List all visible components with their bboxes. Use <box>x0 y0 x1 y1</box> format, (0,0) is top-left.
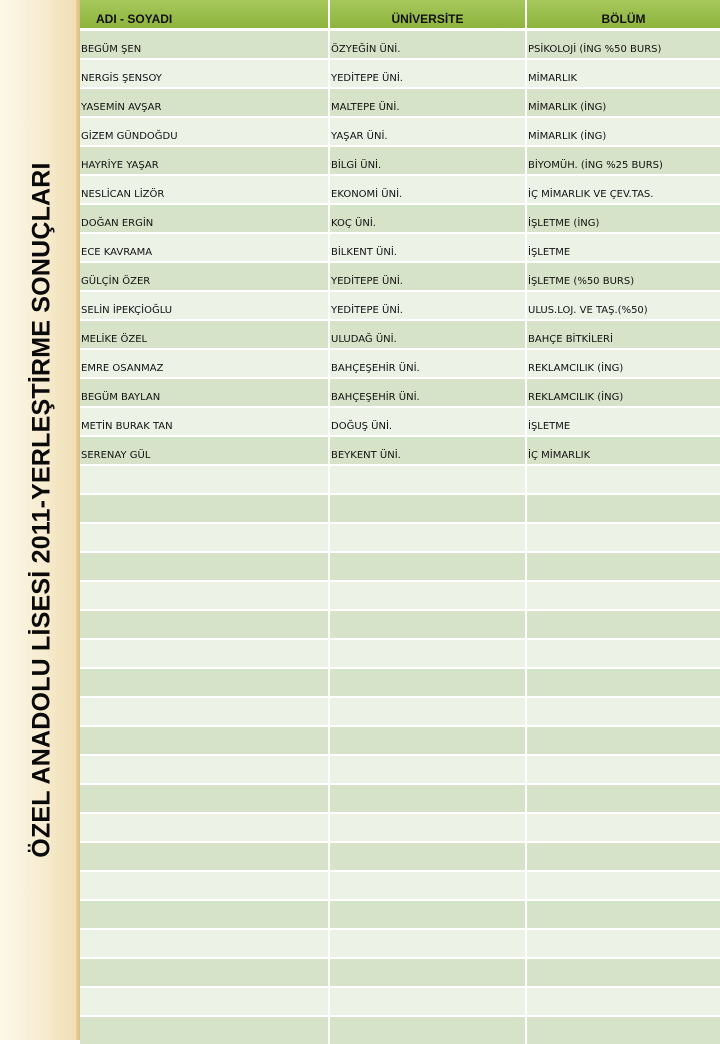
department-cell: BAHÇE BİTKİLERİ <box>527 321 720 348</box>
university-cell <box>330 756 527 783</box>
table-row <box>80 60 720 87</box>
table-row <box>80 234 720 261</box>
department-cell: İŞLETME (%50 BURS) <box>527 263 720 290</box>
name-cell: NERGİS ŞENSOY <box>80 60 330 87</box>
name-cell: DOĞAN ERGİN <box>80 205 330 232</box>
department-cell <box>527 698 720 725</box>
department-cell <box>527 611 720 638</box>
university-cell: BEYKENT ÜNİ. <box>330 437 527 464</box>
table-row <box>80 582 720 609</box>
university-cell: YEDİTEPE ÜNİ. <box>330 263 527 290</box>
name-cell: YASEMİN AVŞAR <box>80 89 330 116</box>
name-cell: HAYRİYE YAŞAR <box>80 147 330 174</box>
name-cell <box>80 930 330 957</box>
table-row <box>80 118 720 145</box>
table-row <box>80 437 720 464</box>
table-row <box>80 524 720 551</box>
table-header <box>80 0 720 28</box>
department-cell: MİMARLIK (İNG) <box>527 118 720 145</box>
table-row <box>80 292 720 319</box>
department-cell <box>527 582 720 609</box>
department-cell <box>527 988 720 1015</box>
name-cell: GİZEM GÜNDOĞDU <box>80 118 330 145</box>
table-row <box>80 408 720 435</box>
department-cell <box>527 785 720 812</box>
university-cell <box>330 785 527 812</box>
name-cell: GÜLÇİN ÖZER <box>80 263 330 290</box>
table-row <box>80 176 720 203</box>
name-cell <box>80 582 330 609</box>
name-cell <box>80 872 330 899</box>
table-row <box>80 959 720 986</box>
department-cell: REKLAMCILIK (İNG) <box>527 379 720 406</box>
name-cell <box>80 843 330 870</box>
name-cell <box>80 959 330 986</box>
name-cell: ECE KAVRAMA <box>80 234 330 261</box>
name-cell <box>80 727 330 754</box>
university-cell <box>330 930 527 957</box>
name-cell <box>80 495 330 522</box>
table-row <box>80 321 720 348</box>
table-row <box>80 843 720 870</box>
table-row <box>80 495 720 522</box>
university-cell: EKONOMİ ÜNİ. <box>330 176 527 203</box>
name-cell <box>80 669 330 696</box>
name-cell <box>80 640 330 667</box>
department-cell <box>527 872 720 899</box>
name-cell <box>80 814 330 841</box>
table-row <box>80 785 720 812</box>
table-row <box>80 901 720 928</box>
table-row <box>80 466 720 493</box>
table-row <box>80 727 720 754</box>
department-cell <box>527 466 720 493</box>
table-row <box>80 379 720 406</box>
department-cell <box>527 814 720 841</box>
university-cell: BİLKENT ÜNİ. <box>330 234 527 261</box>
university-cell <box>330 669 527 696</box>
table-row <box>80 669 720 696</box>
department-cell: MİMARLIK (İNG) <box>527 89 720 116</box>
table-row <box>80 814 720 841</box>
university-cell <box>330 611 527 638</box>
department-cell <box>527 553 720 580</box>
university-cell <box>330 843 527 870</box>
university-cell <box>330 466 527 493</box>
department-cell: İÇ MİMARLIK VE ÇEV.TAS. <box>527 176 720 203</box>
name-cell: BEGÜM ŞEN <box>80 31 330 58</box>
department-cell <box>527 640 720 667</box>
name-cell: METİN BURAK TAN <box>80 408 330 435</box>
university-cell: BAHÇEŞEHİR ÜNİ. <box>330 379 527 406</box>
name-cell: SERENAY GÜL <box>80 437 330 464</box>
university-cell <box>330 495 527 522</box>
university-cell <box>330 901 527 928</box>
table-body <box>80 28 720 1044</box>
university-cell: DOĞUŞ ÜNİ. <box>330 408 527 435</box>
department-cell: İÇ MİMARLIK <box>527 437 720 464</box>
name-cell <box>80 698 330 725</box>
table-row <box>80 756 720 783</box>
university-cell: ULUDAĞ ÜNİ. <box>330 321 527 348</box>
table-row <box>80 350 720 377</box>
name-cell: NESLİCAN LİZÖR <box>80 176 330 203</box>
department-cell: İŞLETME (İNG) <box>527 205 720 232</box>
header-university: ÜNİVERSİTE <box>330 0 527 28</box>
table-row <box>80 611 720 638</box>
table-row <box>80 930 720 957</box>
name-cell <box>80 466 330 493</box>
name-cell <box>80 988 330 1015</box>
department-cell <box>527 669 720 696</box>
name-cell <box>80 901 330 928</box>
department-cell: BİYOMÜH. (İNG %25 BURS) <box>527 147 720 174</box>
department-cell <box>527 930 720 957</box>
table-row <box>80 872 720 899</box>
name-cell <box>80 524 330 551</box>
table-row <box>80 205 720 232</box>
department-cell <box>527 727 720 754</box>
table-row <box>80 147 720 174</box>
table-row <box>80 988 720 1015</box>
department-cell: İŞLETME <box>527 408 720 435</box>
table-row <box>80 89 720 116</box>
header-name: ADI - SOYADI <box>80 0 330 28</box>
results-table <box>80 0 720 1040</box>
university-cell <box>330 814 527 841</box>
department-cell <box>527 843 720 870</box>
name-cell: BEGÜM BAYLAN <box>80 379 330 406</box>
university-cell <box>330 988 527 1015</box>
name-cell: MELİKE ÖZEL <box>80 321 330 348</box>
department-cell: PSİKOLOJİ (İNG %50 BURS) <box>527 31 720 58</box>
university-cell: BİLGİ ÜNİ. <box>330 147 527 174</box>
table-row <box>80 698 720 725</box>
name-cell: EMRE OSANMAZ <box>80 350 330 377</box>
header-department: BÖLÜM <box>527 0 720 28</box>
university-cell <box>330 553 527 580</box>
page-title: ÖZEL ANADOLU LİSESİ 2011-YERLEŞTİRME SONUÇLARI <box>27 162 56 858</box>
university-cell <box>330 640 527 667</box>
university-cell: YEDİTEPE ÜNİ. <box>330 60 527 87</box>
name-cell <box>80 785 330 812</box>
table-row <box>80 31 720 58</box>
name-cell: SELİN İPEKÇİOĞLU <box>80 292 330 319</box>
university-cell: BAHÇEŞEHİR ÜNİ. <box>330 350 527 377</box>
department-cell: ULUS.LOJ. VE TAŞ.(%50) <box>527 292 720 319</box>
name-cell <box>80 756 330 783</box>
university-cell <box>330 959 527 986</box>
university-cell <box>330 582 527 609</box>
university-cell: ÖZYEĞİN ÜNİ. <box>330 31 527 58</box>
department-cell <box>527 756 720 783</box>
department-cell <box>527 495 720 522</box>
department-cell: MİMARLIK <box>527 60 720 87</box>
department-cell <box>527 524 720 551</box>
university-cell: KOÇ ÜNİ. <box>330 205 527 232</box>
department-cell: İŞLETME <box>527 234 720 261</box>
name-cell <box>80 553 330 580</box>
department-cell <box>527 959 720 986</box>
table-row <box>80 263 720 290</box>
university-cell <box>330 524 527 551</box>
university-cell <box>330 872 527 899</box>
table-row <box>80 640 720 667</box>
department-cell <box>527 901 720 928</box>
university-cell: MALTEPE ÜNİ. <box>330 89 527 116</box>
sidebar-panel <box>0 0 80 1040</box>
name-cell <box>80 611 330 638</box>
university-cell: YAŞAR ÜNİ. <box>330 118 527 145</box>
university-cell <box>330 727 527 754</box>
table-row <box>80 553 720 580</box>
department-cell: REKLAMCILIK (İNG) <box>527 350 720 377</box>
university-cell <box>330 698 527 725</box>
university-cell: YEDİTEPE ÜNİ. <box>330 292 527 319</box>
